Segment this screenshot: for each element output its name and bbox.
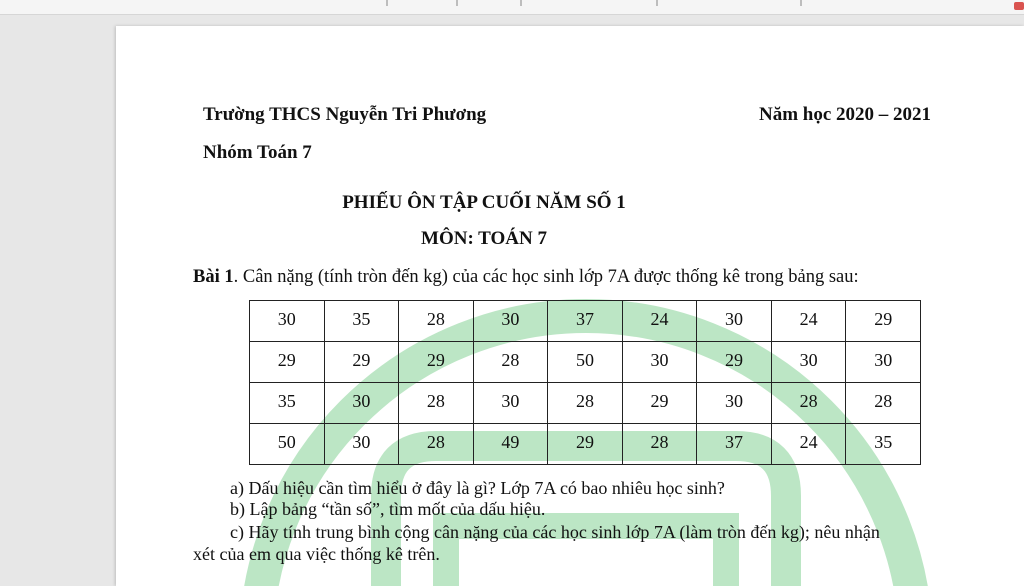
table-cell: 29 <box>324 342 399 383</box>
document-page <box>116 26 1024 586</box>
table-row <box>250 342 921 383</box>
toolbar-divider <box>520 0 522 6</box>
table-cell: 30 <box>846 342 921 383</box>
weights-table <box>249 300 921 465</box>
table-cell: 29 <box>697 342 772 383</box>
table-cell: 49 <box>473 424 548 465</box>
question-c-line2: xét của em qua việc thống kê trên. <box>193 544 440 564</box>
subject-title: MÔN: TOÁN 7 <box>421 228 547 249</box>
group-name: Nhóm Toán 7 <box>203 142 312 163</box>
table-cell: 29 <box>622 383 697 424</box>
table-cell: 30 <box>697 301 772 342</box>
table-cell: 28 <box>399 383 474 424</box>
exercise-text: . Cân nặng (tính tròn đến kg) của các học sinh lớp 7A được thống kê trong bảng sau: <box>233 267 859 287</box>
table-cell: 29 <box>250 342 325 383</box>
table-cell: 35 <box>846 424 921 465</box>
toolbar-strip <box>0 0 1024 15</box>
exercise-statement <box>193 267 859 288</box>
worksheet-title: PHIẾU ÔN TẬP CUỐI NĂM SỐ 1 <box>342 192 626 213</box>
table-cell: 28 <box>846 383 921 424</box>
table-cell: 30 <box>771 342 846 383</box>
question-b: b) Lập bảng “tần số”, tìm mốt của dấu hiệu. <box>230 499 546 519</box>
toolbar-divider <box>386 0 388 6</box>
table-cell: 37 <box>697 424 772 465</box>
table-row <box>250 424 921 465</box>
table-cell: 28 <box>399 424 474 465</box>
table-cell: 29 <box>399 342 474 383</box>
table-cell: 24 <box>771 301 846 342</box>
toolbar-divider <box>656 0 658 6</box>
school-year: Năm học 2020 – 2021 <box>759 104 932 125</box>
exercise-label: Bài 1 <box>193 267 234 287</box>
question-c-line1: c) Hãy tính trung bình cộng cân nặng của các học sinh lớp 7A (làm tròn đến kg); nêu nhận <box>230 522 880 542</box>
toolbar-divider <box>800 0 802 6</box>
toolbar-divider <box>456 0 458 6</box>
school-name: Trường THCS Nguyễn Tri Phương <box>203 104 487 125</box>
toolbar-indicator <box>1014 2 1024 10</box>
table-row <box>250 383 921 424</box>
table-cell: 28 <box>548 383 623 424</box>
table-cell: 28 <box>622 424 697 465</box>
table-cell: 24 <box>771 424 846 465</box>
table-cell: 28 <box>473 342 548 383</box>
table-cell: 28 <box>771 383 846 424</box>
question-a: a) Dấu hiệu cần tìm hiểu ở đây là gì? Lớp 7A có bao nhiêu học sinh? <box>230 478 725 498</box>
table-cell: 24 <box>622 301 697 342</box>
table-cell: 29 <box>846 301 921 342</box>
table-row <box>250 301 921 342</box>
table-cell: 30 <box>324 383 399 424</box>
table-cell: 30 <box>324 424 399 465</box>
table-cell: 30 <box>622 342 697 383</box>
table-cell: 37 <box>548 301 623 342</box>
table-cell: 30 <box>473 383 548 424</box>
table-cell: 30 <box>250 301 325 342</box>
table-cell: 35 <box>324 301 399 342</box>
table-cell: 35 <box>250 383 325 424</box>
table-cell: 50 <box>250 424 325 465</box>
table-cell: 30 <box>697 383 772 424</box>
table-cell: 30 <box>473 301 548 342</box>
table-cell: 29 <box>548 424 623 465</box>
table-cell: 28 <box>399 301 474 342</box>
table-cell: 50 <box>548 342 623 383</box>
